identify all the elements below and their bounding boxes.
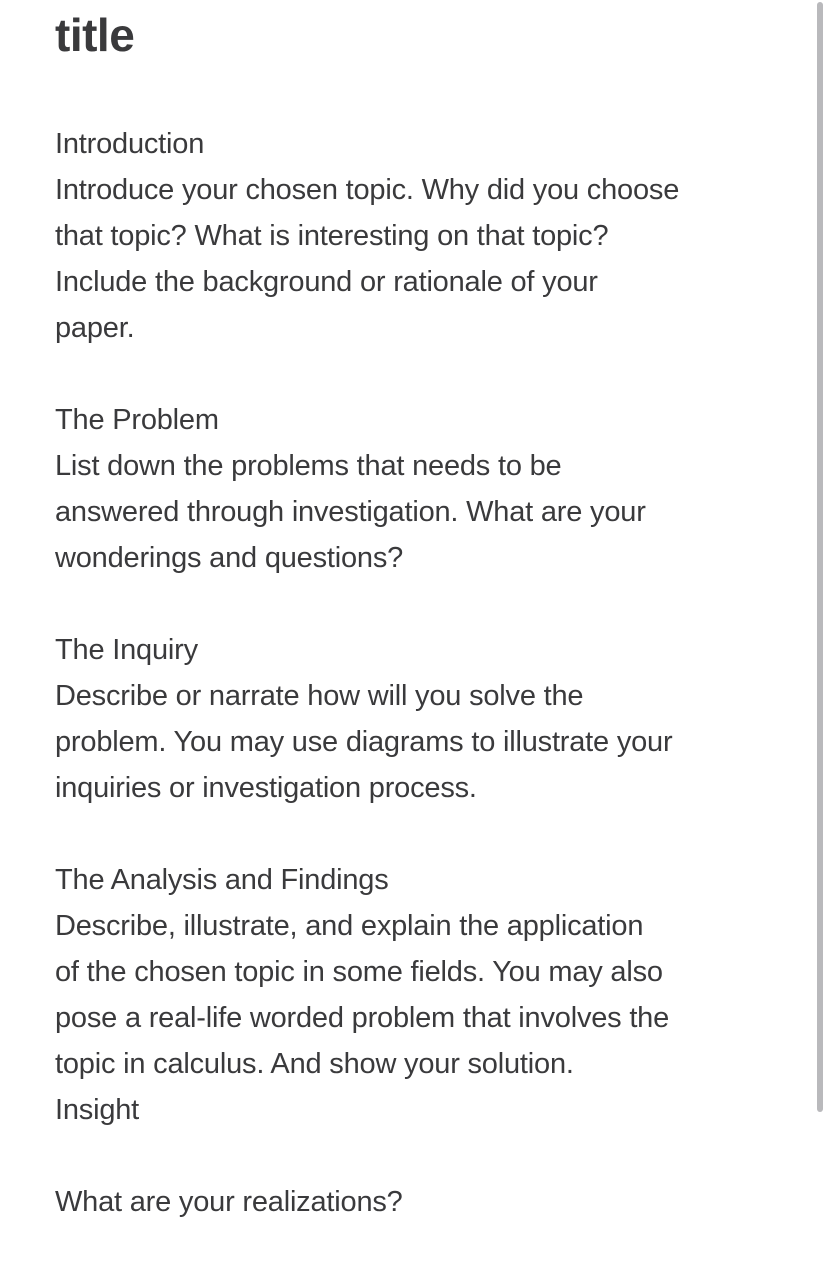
body-line[interactable]: What are your realizations? <box>55 1186 403 1218</box>
title-spacer <box>55 66 795 121</box>
body-line[interactable]: Describe or narrate how will you solve the <box>55 680 584 712</box>
body-line[interactable]: List down the problems that needs to be <box>55 450 562 482</box>
note-editor[interactable] <box>55 0 795 1225</box>
body-line[interactable]: of the chosen topic in some fields. You may also <box>55 956 663 988</box>
body-line[interactable]: inquiries or investigation process. <box>55 772 477 804</box>
blank-line[interactable] <box>55 351 795 397</box>
body-line[interactable]: pose a real-life worded problem that involves the <box>55 1002 670 1034</box>
heading-the-inquiry[interactable]: The Inquiry <box>55 634 198 666</box>
heading-insight[interactable]: Insight <box>55 1094 140 1126</box>
blank-line[interactable] <box>55 811 795 857</box>
heading-introduction[interactable]: Introduction <box>55 128 205 160</box>
body-line[interactable]: Introduce your chosen topic. Why did you choose <box>55 174 680 206</box>
body-line[interactable]: wonderings and questions? <box>55 542 404 574</box>
vertical-scrollbar[interactable] <box>817 2 823 1112</box>
body-line[interactable]: paper. <box>55 312 135 344</box>
body-line[interactable]: topic in calculus. And show your solution. <box>55 1048 574 1080</box>
heading-the-problem[interactable]: The Problem <box>55 404 219 436</box>
blank-line[interactable] <box>55 1133 795 1179</box>
body-line[interactable]: problem. You may use diagrams to illustrate your <box>55 726 673 758</box>
body-line[interactable]: Include the background or rationale of your <box>55 266 598 298</box>
body-line[interactable]: answered through investigation. What are your <box>55 496 646 528</box>
heading-analysis-and-findings[interactable]: The Analysis and Findings <box>55 864 389 896</box>
body-line[interactable]: that topic? What is interesting on that topic? <box>55 220 609 252</box>
note-title[interactable]: title <box>55 9 135 61</box>
blank-line[interactable] <box>55 581 795 627</box>
body-line[interactable]: Describe, illustrate, and explain the application <box>55 910 644 942</box>
